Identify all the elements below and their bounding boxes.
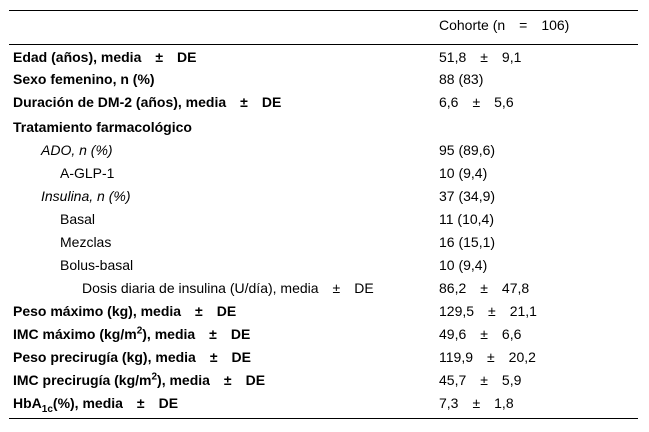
table-row: [9, 185, 638, 207]
table-row: [9, 277, 638, 299]
section-label: Tratamiento farmacológico: [13, 119, 192, 135]
row-value: 49,6 ± 6,6: [439, 326, 522, 342]
row-value: 129,5 ± 21,1: [439, 303, 537, 319]
row-label: Peso precirugía (kg), media ± DE: [13, 349, 251, 365]
row-label: Dosis diaria de insulina (U/día), media ± DE: [82, 280, 374, 296]
table-row: [9, 300, 638, 322]
row-label: Duración de DM-2 (años), media ± DE: [13, 94, 282, 110]
row-label: Basal: [60, 211, 96, 227]
table-row: [9, 162, 638, 184]
row-value: 7,3 ± 1,8: [439, 395, 514, 411]
row-value: 16 (15,1): [439, 234, 496, 250]
table-row: [9, 208, 638, 230]
row-value: 51,8 ± 9,1: [439, 49, 522, 65]
table-row: [9, 392, 638, 414]
row-value: 10 (9,4): [439, 257, 488, 273]
row-label: Bolus-basal: [60, 257, 134, 273]
row-value: 11 (10,4): [439, 211, 494, 227]
table-row: [9, 68, 638, 90]
row-label: Sexo femenino, n (%): [13, 71, 155, 87]
row-label: IMC precirugía $(kg/m^2)$, media ± DE: [13, 371, 266, 388]
column-header: Cohorte (n = 106): [439, 17, 570, 33]
row-label: Peso máximo (kg), media ± DE: [13, 303, 237, 319]
row-label: HbA$_{1c}$(%), media ± DE: [13, 395, 179, 415]
row-value: 6,6 ± 5,6: [439, 94, 514, 110]
row-label: Mezclas: [60, 234, 112, 250]
row-label: Insulina, n (%): [41, 188, 131, 204]
table-row: [9, 231, 638, 253]
table-row: [9, 369, 638, 391]
table-row: [9, 323, 638, 345]
row-value: 37 (34,9): [439, 188, 496, 204]
table-row: [9, 346, 638, 368]
row-label: A-GLP-1: [60, 165, 115, 181]
row-value: 88 (83): [439, 71, 484, 87]
bottom-rule: [9, 418, 638, 419]
row-label: Edad (años), media ± DE: [13, 49, 197, 65]
top-rule: [9, 10, 638, 11]
table-row: [9, 254, 638, 276]
row-value: 95 (89,6): [439, 142, 496, 158]
row-value: 86,2 ± 47,8: [439, 280, 530, 296]
row-value: 119,9 ± 20,2: [439, 349, 536, 365]
row-value: 10 (9,4): [439, 165, 488, 181]
header-rule: [9, 44, 638, 45]
table-row: [9, 116, 638, 138]
table-row: [9, 139, 638, 161]
table-row: [9, 91, 638, 113]
row-label: IMC máximo $(kg/m^2)$, media ± DE: [13, 325, 251, 342]
table-row: [9, 46, 638, 68]
row-value: 45,7 ± 5,9: [439, 372, 522, 388]
row-label: ADO, n (%): [41, 142, 113, 158]
